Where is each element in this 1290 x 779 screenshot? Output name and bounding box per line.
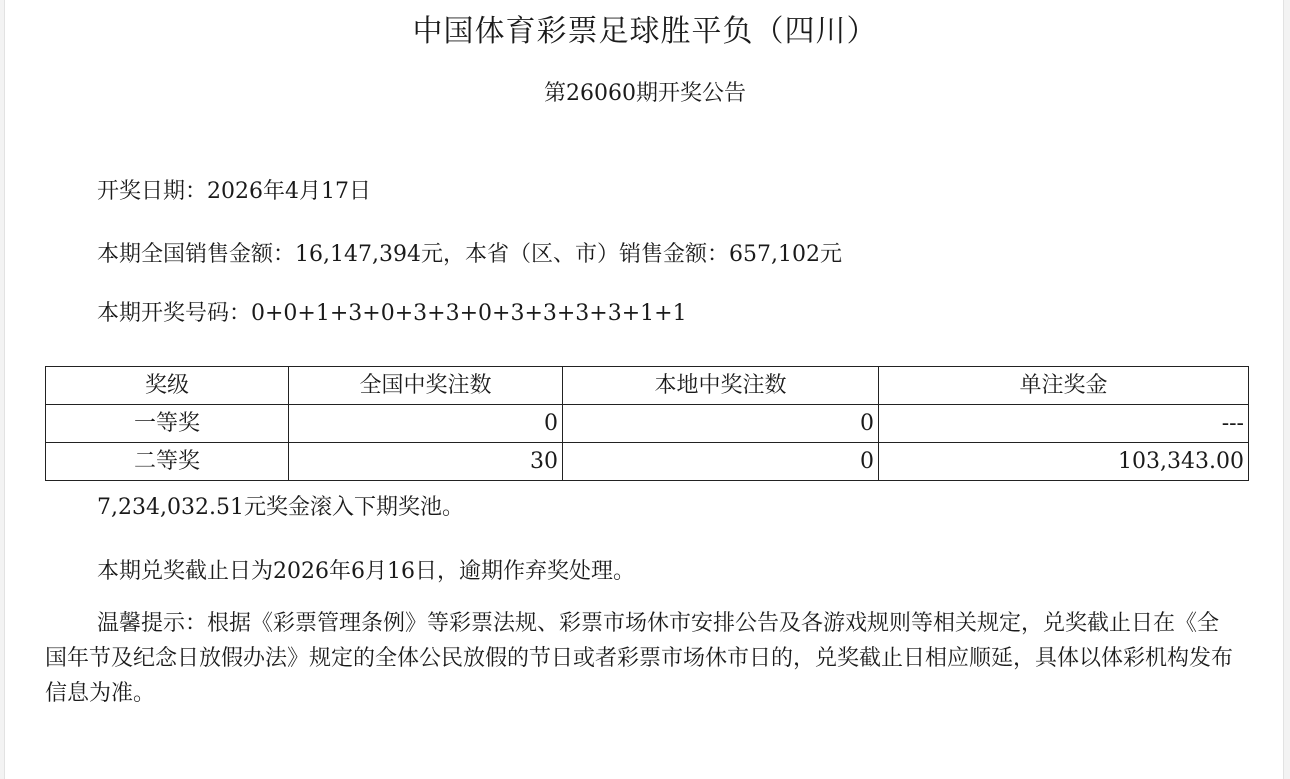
row-single-prize: 103,343.00 [879,443,1249,481]
header-single-prize: 单注奖金 [879,367,1249,405]
row-national-count: 30 [289,443,563,481]
table-row [46,405,1249,443]
claim-deadline: 本期兑奖截止日为2026年6月16日，逾期作弃奖处理。 [97,559,635,584]
announcement-page [4,0,1284,779]
winning-numbers: 本期开奖号码：0+0+1+3+0+3+3+0+3+3+3+3+1+1 [97,301,687,326]
draw-date: 开奖日期：2026年4月17日 [97,179,371,204]
table-row [46,443,1249,481]
warm-notice: 温馨提示：根据《彩票管理条例》等彩票法规、彩票市场休市安排公告及各游戏规则等相关规定，兑奖截止日在《全国年节及纪念日放假办法》规定的全体公民放假的节日或者彩票市场休市日的，兑奖截止日相应顺延，具体以体彩机构发布信息为准。 [45,611,1234,706]
row-local-count: 0 [563,443,879,481]
header-national-count: 全国中奖注数 [289,367,563,405]
table-header-row [46,367,1249,405]
row-single-prize: --- [879,405,1249,443]
header-level: 奖级 [46,367,289,405]
issue-subtitle: 第26060期开奖公告 [544,81,746,106]
row-level: 一等奖 [46,405,289,443]
header-local-count: 本地中奖注数 [563,367,879,405]
sales-amount: 本期全国销售金额：16,147,394元，本省（区、市）销售金额：657,102元 [97,242,842,267]
rollover-note: 7,234,032.51元奖金滚入下期奖池。 [97,495,464,520]
page-title: 中国体育彩票足球胜平负（四川） [412,14,878,49]
row-level: 二等奖 [46,443,289,481]
row-local-count: 0 [563,405,879,443]
row-national-count: 0 [289,405,563,443]
prize-table [45,366,1249,481]
